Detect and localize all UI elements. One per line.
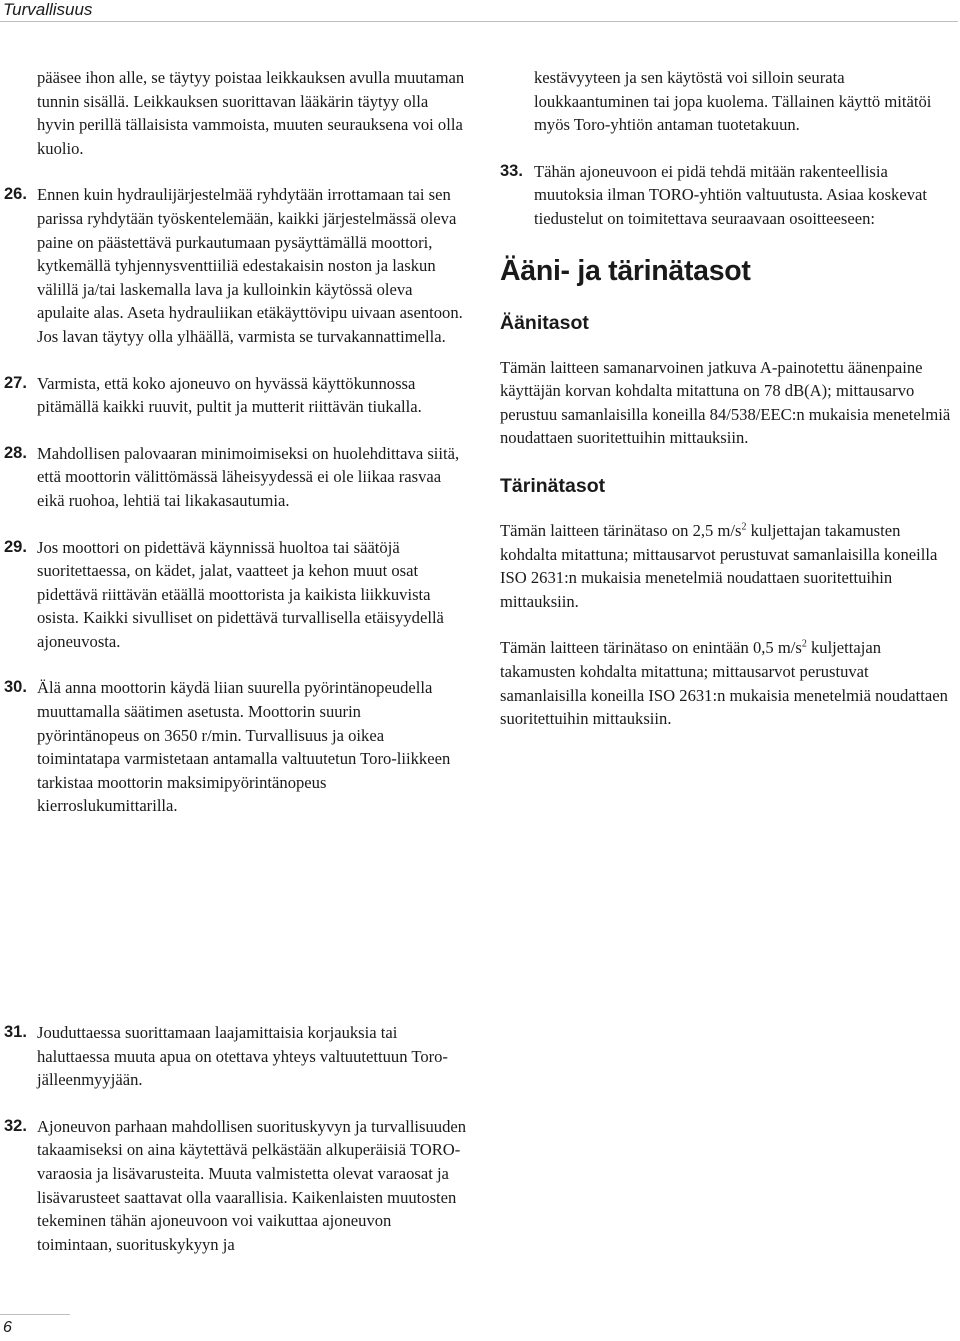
item-text: Ennen kuin hydraulijärjestelmää ryhdytään irrottamaan tai sen parissa ryhdytään työskentelemään, kaikki järjestelmässä oleva paine on päästettävä purkautumaan pysäyttämällä moottori, kytkemällä tyhjennysventtiiliä edestakaisin noston ja laskun välillä ja/tai laskemalla lava ja kulloinkin käytössä oleva apulaite alas. Aseta hydrauliikan etäkäyttövipu uivaan asentoon. Jos lavan täytyy olla ylhäällä, varmista se turvakannattimella.: [37, 185, 463, 346]
left-column-bottom: [4, 1021, 467, 1279]
vibration-text: Tämän laitteen tärinätaso on enintään 0,5 m/s: [500, 638, 802, 658]
safety-item-30: [4, 676, 467, 818]
safety-item-31: [4, 1021, 467, 1092]
item-number: 27.: [4, 373, 27, 392]
left-column: [4, 66, 467, 841]
item-number: 30.: [4, 678, 27, 697]
item-text: Tähän ajoneuvoon ei pidä tehdä mitään rakenteellisia muutoksia ilman TORO-yhtiön valtuutusta. Asiaa koskevat tiedustelut on toimitettava seuraavaan osoitteeseen:: [534, 161, 927, 228]
vibration-text: kuljettajan takamusten kohdalta mitattuna; mittausarvot perustuvat samanlaisilla koneilla ISO 2631:n mukaisia menetelmiä noudattaen suoritettuihin mittauksiin.: [500, 520, 938, 611]
intro-paragraph: pääsee ihon alle, se täytyy poistaa leikkauksen avulla muutaman tunnin sisällä. Leikkauksen suorittavan lääkärin täytyy olla hyvin perillä tällaisista vammoista, muuten seurauksena voi olla kuolio.: [37, 68, 465, 158]
vibration-text: Tämän laitteen tärinätaso on 2,5 m/s: [500, 520, 742, 540]
safety-item-29: [4, 536, 467, 654]
item-number: 31.: [4, 1023, 27, 1041]
safety-item-26: [4, 183, 467, 348]
continuation-paragraph: kestävyyteen ja sen käytöstä voi silloin seurata loukkaantuminen tai jopa kuolema. Tällainen käyttö mitätöi myös Toro-yhtiön antaman tuotetakuun.: [534, 68, 932, 135]
vibration-heading: Tärinätasot: [500, 474, 606, 497]
right-column: [500, 66, 955, 754]
item-text: Varmista, että koko ajoneuvo on hyvässä käyttökunnossa pitämällä kaikki ruuvit, pultit ja mutterit riittävän tiukalla.: [37, 373, 422, 417]
item-text: Jos moottori on pidettävä käynnissä huoltoa tai säätöjä suoritettaessa, on kädet, jalat, vaatteet ja kehon muut osat pidettävä riittävän etäällä moottorista ja kaikista liikkuvista osista. Kaikki sivulliset on pidettävä turvallisella etäisyydellä ajoneuvosta.: [37, 537, 444, 651]
superscript: 2: [801, 638, 807, 650]
item-number: 28.: [4, 443, 27, 462]
item-number: 26.: [4, 185, 27, 204]
item-text: Jouduttaessa suorittamaan laajamittaisia korjauksia tai haluttaessa muuta apua on otettava yhteys valtuutettuun Toro-jälleenmyyjään.: [37, 1023, 448, 1090]
running-header-title: Turvallisuus: [3, 0, 93, 19]
header-divider: [0, 21, 958, 22]
safety-item-28: [4, 442, 467, 513]
item-text: Ajoneuvon parhaan mahdollisen suorituskyvyn ja turvallisuuden takaamiseksi on aina käytettävä pelkästään alkuperäisiä TORO-varaosia ja lisävarusteita. Muuta valmistetta olevat varaosat ja lisävarusteet saattavat olla vaarallisia. Kaikenlaisten muutosten tekeminen tähän ajoneuvoon voi vaikuttaa ajoneuvon toimintaan, suorituskykyyn ja: [37, 1116, 467, 1254]
safety-item-33: [500, 160, 955, 231]
item-number: 32.: [4, 1116, 27, 1135]
vibration-paragraph-1: [500, 519, 955, 613]
noise-heading: Äänitasot: [500, 311, 589, 334]
item-text: Mahdollisen palovaaran minimoimiseksi on huolehdittava siitä, että moottorin välittömässä läheisyydessä ei ole liikaa rasvaa eikä ruohoa, lehtiä tai likakasautumia.: [37, 443, 460, 510]
vibration-text: kuljettajan takamusten kohdalta mitattuna; mittausarvot perustuvat samanlaisilla koneilla ISO 2631:n mukaisia menetelmiä noudattaen suoritettuihin mittauksiin.: [500, 638, 948, 729]
page-header: [0, 0, 960, 22]
safety-item-32: [4, 1115, 467, 1257]
vibration-paragraph-2: [500, 636, 955, 730]
item-number: 29.: [4, 537, 27, 556]
footer-divider: [0, 1314, 70, 1315]
safety-item-27: [4, 372, 467, 419]
item-number: 33.: [500, 161, 523, 180]
section-heading: Ääni- ja tärinätasot: [500, 254, 751, 287]
noise-paragraph: Tämän laitteen samanarvoinen jatkuva A-painotettu äänenpaine käyttäjän korvan kohdalta mitattuna on 78 dB(A); mittausarvo perustuu samanlaisilla koneilla 84/538/EEC:n mukaisia menetelmiä noudattaen suoritettuihin mittauksiin.: [500, 357, 951, 448]
superscript: 2: [741, 521, 747, 533]
item-text: Älä anna moottorin käydä liian suurella pyörintänopeudella muuttamalla säätimen asetusta. Moottorin suurin pyörintänopeus on 3650 r/min. Turvallisuus ja oikea toimintatapa varmistetaan antamalla valtuutetun Toro-liikkeen tarkistaa moottorin maksimipyörintänopeus kierroslukumittarilla.: [37, 678, 451, 816]
page-number: 6: [3, 1319, 12, 1336]
